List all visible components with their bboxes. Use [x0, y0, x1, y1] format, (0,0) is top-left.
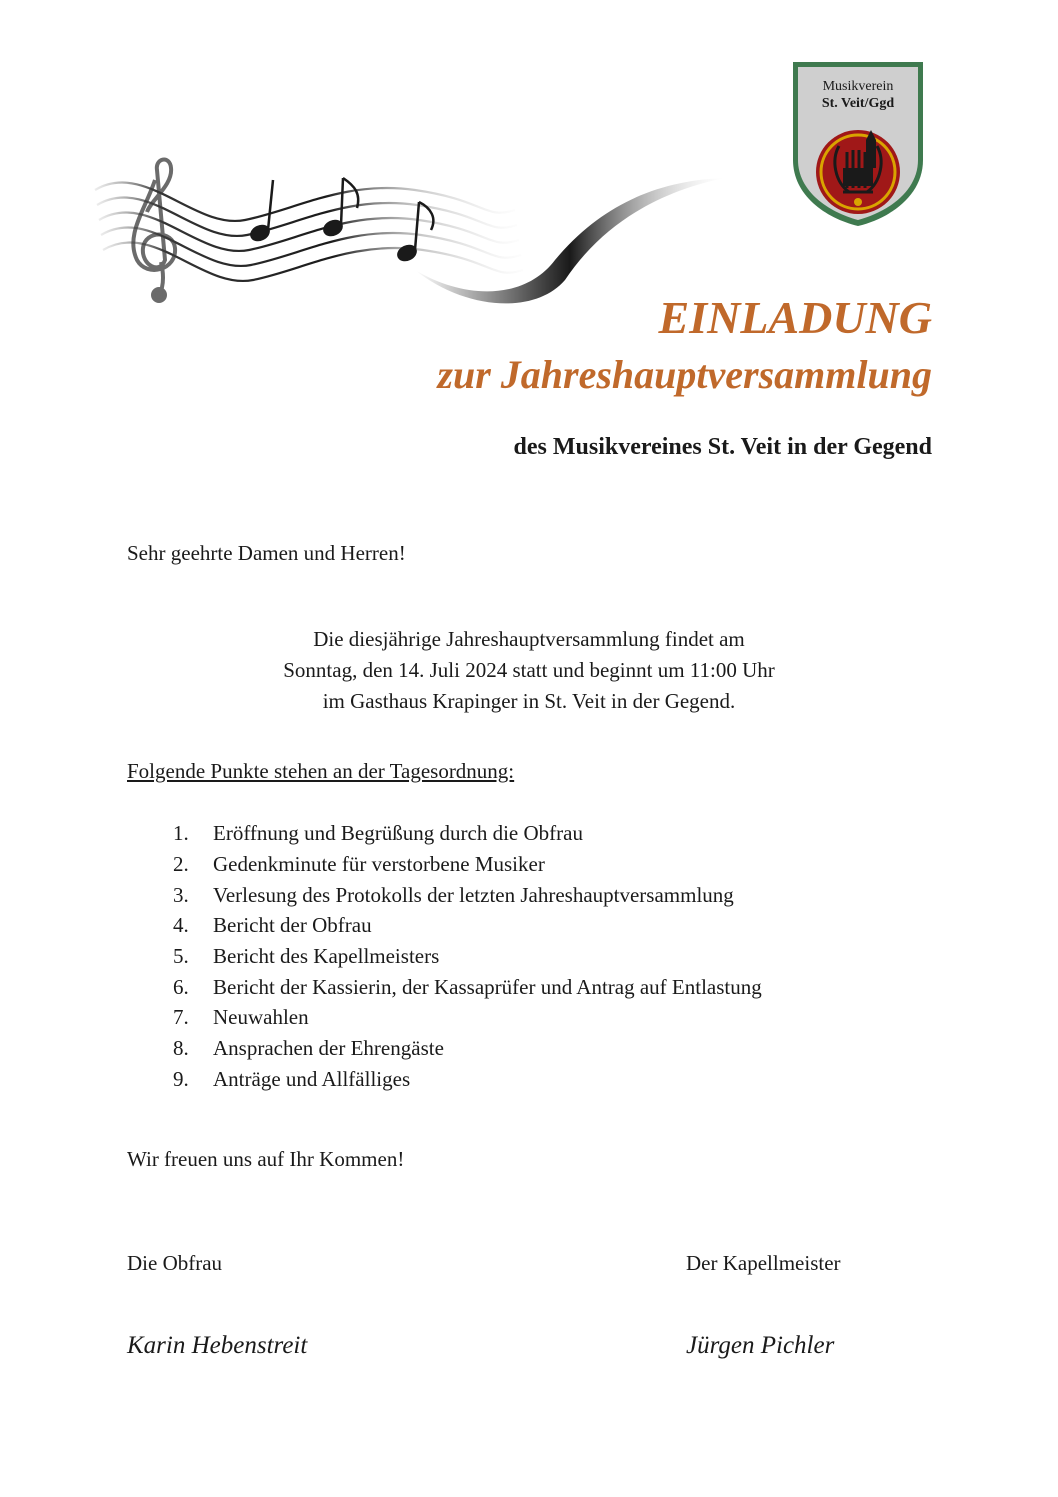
club-crest-logo — [791, 60, 925, 228]
agenda-item-text: Ansprachen der Ehrengäste — [213, 1036, 444, 1061]
agenda-item — [173, 941, 762, 972]
agenda-item — [173, 1033, 762, 1064]
agenda-item-text: Eröffnung und Begrüßung durch die Obfrau — [213, 821, 583, 846]
agenda-item — [173, 849, 762, 880]
salutation: Sehr geehrte Damen und Herren! — [127, 541, 406, 565]
signature-role-right: Der Kapellmeister — [686, 1251, 841, 1275]
announcement-line-1: Die diesjährige Jahreshauptversammlung findet am — [313, 627, 745, 651]
agenda-item-text: Neuwahlen — [213, 1005, 309, 1030]
crest-line-2: St. Veit/Ggd — [821, 96, 895, 111]
agenda-item-number: 4. — [173, 913, 189, 938]
agenda-item-text: Verlesung des Protokolls der letzten Jahreshauptversammlung — [213, 882, 734, 907]
closing-line: Wir freuen uns auf Ihr Kommen! — [127, 1147, 405, 1171]
agenda-item-number: 3. — [173, 882, 189, 907]
agenda-item-number: 7. — [173, 1005, 189, 1030]
agenda-list — [173, 818, 762, 1094]
page-title: EINLADUNG — [658, 292, 932, 343]
agenda-item-number: 1. — [173, 821, 189, 846]
agenda-item-number: 5. — [173, 944, 189, 969]
agenda-item-number: 6. — [173, 974, 189, 999]
music-staff-icon — [85, 150, 725, 320]
agenda-item — [173, 879, 762, 910]
agenda-item-number: 9. — [173, 1066, 189, 1091]
agenda-item — [173, 818, 762, 849]
agenda-item — [173, 910, 762, 941]
agenda-heading: Folgende Punkte stehen an der Tagesordnung: — [127, 759, 515, 783]
agenda-item-text: Anträge und Allfälliges — [213, 1066, 411, 1091]
crest-text — [791, 78, 925, 112]
crest-line-1: Musikverein — [822, 79, 894, 94]
agenda-item — [173, 971, 762, 1002]
announcement — [0, 624, 1058, 717]
announcement-line-2: Sonntag, den 14. Juli 2024 statt und beginnt um 11:00 Uhr — [283, 658, 775, 682]
page-subtitle: zur Jahreshauptversammlung — [437, 352, 932, 397]
agenda-item — [173, 1002, 762, 1033]
signature-name-left: Karin Hebenstreit — [127, 1332, 308, 1359]
announcement-line-3: im Gasthaus Krapinger in St. Veit in der Gegend. — [322, 689, 736, 713]
agenda-item-number: 8. — [173, 1036, 189, 1061]
signature-role-left: Die Obfrau — [127, 1251, 223, 1275]
agenda-item-text: Gedenkminute für verstorbene Musiker — [213, 852, 545, 877]
agenda-item-text: Bericht der Obfrau — [213, 913, 372, 938]
agenda-item-text: Bericht des Kapellmeisters — [213, 944, 440, 969]
signature-name-right: Jürgen Pichler — [686, 1332, 835, 1359]
agenda-item-text: Bericht der Kassierin, der Kassaprüfer und Antrag auf Entlastung — [213, 974, 762, 999]
agenda-item-number: 2. — [173, 852, 189, 877]
agenda-item — [173, 1064, 762, 1095]
organization-line: des Musikvereines St. Veit in der Gegend — [513, 434, 932, 460]
